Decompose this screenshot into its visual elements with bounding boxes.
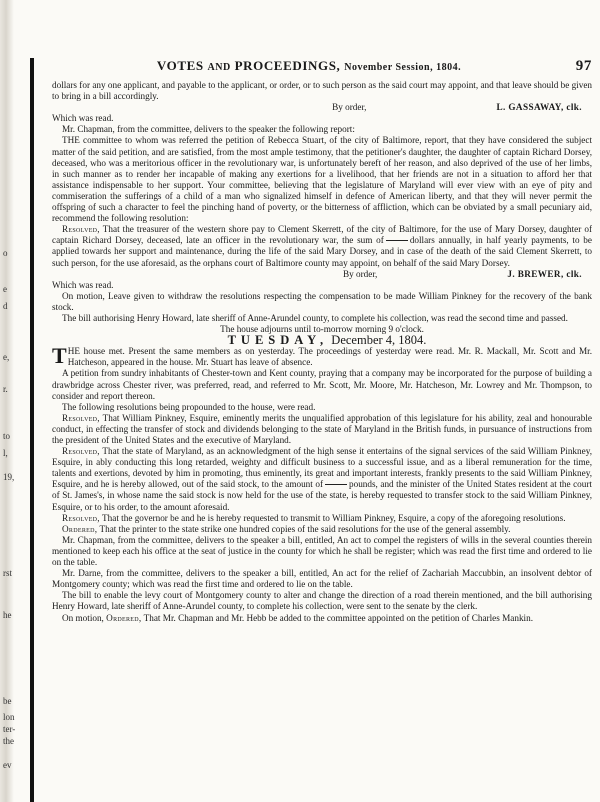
paragraph: The following resolutions being propounded to the house, were read. bbox=[62, 401, 316, 412]
day-date: December 4, 1804. bbox=[331, 333, 427, 348]
running-header bbox=[52, 58, 592, 80]
by-order: By order, bbox=[342, 268, 378, 279]
paragraph: A petition from sundry inhabitants of Chester-town and Kent county, praying that a company may be incorporated for the purpose of building a drawbridge across Chester river, was preferred, read, and referred to Mr. Scott, Mr. Moore, Mr. Hatcheson, Mr. Lowrey and Mr. Thompson, to consider and report thereon. bbox=[52, 368, 592, 401]
margin-fragment: l, bbox=[3, 448, 8, 458]
resolution bbox=[52, 446, 592, 513]
page-number: 97 bbox=[575, 58, 592, 74]
by-order: By order, bbox=[332, 102, 367, 113]
page-title bbox=[64, 58, 554, 74]
order bbox=[52, 613, 592, 624]
margin-fragment: lon bbox=[3, 712, 15, 722]
order-text: That the printer to the state strike one hundred copies of the said resolutions for the use of the general assembly. bbox=[99, 523, 511, 534]
resolution bbox=[52, 224, 592, 268]
resolution-text: That William Pinkney, Esquire, eminently merits the unqualified approbation of this legislature for his ability, zeal and honourable conduct, in effecting the transfer of stock and dividends belonging to the state of Maryland in the British funds, in pursuance of instructions from the president of the United States and the executive of Maryland. bbox=[52, 412, 592, 445]
paragraph: The bill to enable the levy court of Montgomery county to alter and change the direction of a road therein mentioned, and the bill authorising Henry Howard, late sheriff of Anne-Arundel county, to complete his collection, were sent to the senate by the clerk. bbox=[52, 590, 592, 612]
motion-label: On motion, bbox=[62, 612, 104, 623]
paragraph: Mr. Darne, from the committee, delivers to the speaker a bill, entitled, An act for the relief of Zachariah Maccubbin, an insolvent debtor of Montgomery county; which was read the first time and ordered to lie on the table. bbox=[52, 568, 592, 590]
resolution-text: That the governor be and he is hereby requested to transmit to William Pinkney, Esquire, a copy of the aforegoing resolutions. bbox=[102, 512, 566, 523]
order bbox=[52, 524, 592, 535]
paragraph: On motion, Leave given to withdraw the resolutions respecting the compensation to be made William Pinkney for the recovery of the bank stock. bbox=[52, 290, 592, 312]
margin-fragment: rst bbox=[3, 568, 12, 578]
margin-fragment: r. bbox=[3, 384, 8, 394]
page-binding-shadow bbox=[0, 0, 14, 802]
margin-fragment: o bbox=[3, 248, 8, 258]
paragraph-text: HE house met. Present the same members as on yesterday. The proceedings of yesterday were read. Mr. R. Mackall, Mr. Scott and Mr. Hatcheson, appeared in the house. Mr. Stuart has leave of absence. bbox=[67, 346, 592, 368]
day-heading bbox=[52, 335, 592, 346]
resolution-label: Resolved, bbox=[62, 512, 100, 523]
margin-rule bbox=[30, 58, 34, 802]
resolution-label: Resolved, bbox=[62, 446, 100, 457]
paragraph: dollars for any one applicant, and payable to the applicant, or order, or to such person as the said court may appoint, and that leave should be given to bring in a bill accordingly. bbox=[52, 80, 592, 102]
margin-fragment: he bbox=[3, 610, 12, 620]
document-body bbox=[52, 80, 592, 624]
resolution-label: Resolved, bbox=[62, 224, 100, 235]
drop-cap: T bbox=[52, 343, 67, 369]
clerk-signature: L. GASSAWAY, clk. bbox=[496, 102, 582, 113]
day-name: TUESDAY, bbox=[227, 333, 329, 348]
order-label: Ordered, bbox=[62, 523, 98, 534]
order-label: Ordered, bbox=[106, 612, 142, 623]
title-votes: VOTES bbox=[156, 58, 204, 73]
session-label: November Session, 1804. bbox=[344, 62, 462, 73]
margin-fragment: ter- bbox=[3, 724, 16, 734]
margin-fragment: to bbox=[3, 431, 11, 441]
margin-fragment: e bbox=[3, 284, 7, 294]
adjournment: The house adjourns until to-morrow morning 9 o'clock. bbox=[220, 324, 424, 335]
blank-amount bbox=[325, 484, 347, 485]
title-proceedings: PROCEEDINGS, bbox=[234, 58, 341, 73]
clerk-signature: J. BREWER, clk. bbox=[507, 268, 582, 279]
resolution-label: Resolved, bbox=[62, 412, 100, 423]
resolution-text-a: That the state of Maryland, as an acknowledgment of the high sense it entertains of the signal services of the said William Pinkney, Esquire, in ably conducting this long retarded, weighty and difficult business to a successful issue, and as a liberal remuneration for the time, talents and exertions, devoted by him in promoting, thus eminently, its great and important interests, frankly presents to the said William Pinkney, Esquire, and he is hereby allowed, out of the said stock, to the amount of bbox=[52, 446, 592, 490]
paragraph: Which was read. bbox=[52, 279, 114, 290]
blank-amount bbox=[386, 240, 408, 241]
document-page bbox=[52, 58, 592, 798]
committee-report: THE committee to whom was referred the petition of Rebecca Stuart, of the city of Baltimore, report, that they have considered the subject matter of the said petition, and are satisfied, from the most ample testimony, that the petitioner's daughter, the daughter of captain Richard Dorsey, deceased, who was a meritorious officer in the revolutionary war, is unfortunately bereft of her reason, and also deprived of the use of her limbs, in such manner as to render her incapable of making any exertions for a livelihood, that her friends are not in a situation to afford her that assistance indispensable to her support. Your committee, believing that the legislature of Maryland will ever view with an eye of pity and commiseration the sufferings of a child of a man who signalized himself in defence of American liberty, and that they will never permit the offspring of such a character to feel the pinching hand of poverty, or the bitterness of affliction, which can be obviated by a small pecuniary aid, recommend the following resolution: bbox=[52, 135, 592, 224]
resolution bbox=[52, 513, 592, 524]
margin-fragment: 19, bbox=[3, 472, 15, 482]
margin-fragment: e, bbox=[3, 352, 10, 362]
paragraph: Which was read. bbox=[52, 113, 114, 124]
order-text: That Mr. Chapman and Mr. Hebb be added to the committee appointed on the petition of Charles Mankin. bbox=[143, 612, 533, 623]
paragraph: The bill authorising Henry Howard, late sheriff of Anne-Arundel county, to complete his collection, was read the second time and passed. bbox=[62, 312, 568, 323]
signature-line bbox=[52, 102, 592, 113]
title-and: AND bbox=[207, 62, 231, 73]
resolution-text-a: That the treasurer of the western shore pay to Clement Skerrett, of the city of Baltimore, for the use of Mary Dorsey, daughter of captain Richard Dorsey, deceased, late an officer in the revolutionary war, the sum of bbox=[52, 224, 592, 246]
margin-fragment: d bbox=[3, 301, 8, 311]
paragraph: Mr. Chapman, from the committee, delivers to the speaker the following report: bbox=[62, 124, 355, 135]
resolution-text-b: pounds, and the minister of the United States resident at the court of St. James's, in whose name the said stock is now held for the use of the state, is hereby requested to transfer stock to the said William Pinkney, Esquire, or to his order, to the amount aforesaid. bbox=[52, 479, 592, 512]
resolution bbox=[52, 413, 592, 446]
margin-fragment: ev bbox=[3, 760, 12, 770]
margin-fragment: be bbox=[3, 696, 12, 706]
signature-line bbox=[52, 269, 592, 280]
resolution-text-b: dollars annually, in half yearly payments, to be applied towards her support and maintenance, during the life of the said Mary Dorsey, and in case of the death of the said Clement Skerrett, to such person, for the use aforesaid, as the orphans court of Baltimore county may appoint, on behalf of the said Mary Dorsey. bbox=[52, 235, 592, 268]
margin-fragment: the bbox=[3, 736, 14, 746]
paragraph bbox=[52, 343, 592, 369]
paragraph: Mr. Chapman, from the committee, delivers to the speaker a bill, entitled, An act to compel the registers of wills in the several counties therein mentioned to keep each his office at the seat of justice in the county for which he shall be register; which was read the first time and ordered to lie on the table. bbox=[52, 534, 592, 568]
